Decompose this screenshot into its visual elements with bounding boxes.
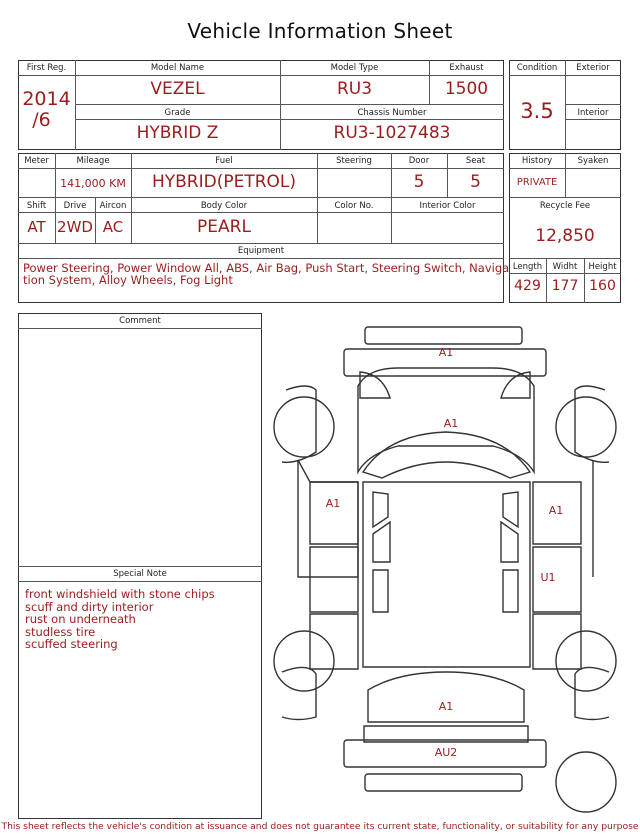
syaken-label: Syaken <box>577 156 609 166</box>
meter-label: Meter <box>24 156 49 166</box>
length-value: 429 <box>514 278 541 294</box>
shift-value: AT <box>27 218 46 236</box>
special-note-line: studless tire <box>25 624 96 639</box>
disclaimer-footer: This sheet reflects the vehicle's condition at issuance and does not guarantee its current state, functionality, or suitability for any purpose <box>1 821 639 832</box>
page-title: Vehicle Information Sheet <box>187 19 453 43</box>
model-type-value: RU3 <box>336 79 373 99</box>
exterior-label: Exterior <box>576 63 610 73</box>
width-label: Widht <box>552 262 578 272</box>
mileage-value: 141,000 KM <box>60 177 126 190</box>
door-value: 5 <box>413 172 425 192</box>
exhaust-label: Exhaust <box>449 63 484 73</box>
height-value: 160 <box>589 278 616 294</box>
drive-label: Drive <box>63 201 87 211</box>
mileage-label: Mileage <box>76 156 110 166</box>
mark-rear-hatch: A1 <box>438 700 454 713</box>
body-color-value: PEARL <box>197 217 251 237</box>
special-note-label: Special Note <box>113 569 167 579</box>
special-note-line: front windshield with stone chips <box>25 587 215 601</box>
mark-front-bumper: A1 <box>438 346 454 359</box>
interior-label: Interior <box>577 108 609 118</box>
condition-label: Condition <box>516 63 558 73</box>
door-label: Door <box>408 156 430 166</box>
comment-label: Comment <box>119 316 161 326</box>
special-note-list <box>25 588 215 651</box>
aircon-value: AC <box>102 218 124 236</box>
grade-value: HYBRID Z <box>136 123 219 143</box>
mark-right-rear-door: U1 <box>540 571 556 584</box>
history-value: PRIVATE <box>516 177 558 188</box>
chassis-value: RU3-1027483 <box>333 123 451 143</box>
equipment-line-2: tion System, Alloy Wheels, Fog Light <box>23 273 233 287</box>
recycle-label: Recycle Fee <box>539 201 591 211</box>
interior-color-label: Interior Color <box>419 201 476 211</box>
fuel-label: Fuel <box>215 156 233 166</box>
fuel-value: HYBRID(PETROL) <box>151 172 297 192</box>
condition-score: 3.5 <box>520 99 554 123</box>
model-type-label: Model Type <box>330 63 379 73</box>
mark-hood: A1 <box>443 417 459 430</box>
special-note-line: rust on underneath <box>25 612 136 626</box>
chassis-label: Chassis Number <box>357 108 427 118</box>
seat-label: Seat <box>465 156 486 166</box>
model-name-label: Model Name <box>150 63 205 73</box>
first-reg-year: 2014 <box>22 88 71 110</box>
height-label: Height <box>588 262 617 272</box>
first-reg-month: /6 <box>32 109 51 131</box>
body-color-label: Body Color <box>200 201 248 211</box>
mark-right-front-door: A1 <box>548 504 564 517</box>
width-value: 177 <box>551 278 579 294</box>
length-label: Length <box>512 262 543 272</box>
color-no-label: Color No. <box>334 201 374 211</box>
history-label: History <box>521 156 553 166</box>
grade-label: Grade <box>164 108 191 118</box>
equipment-line-1: Power Steering, Power Window All, ABS, Air Bag, Push Start, Steering Switch, Naviga <box>23 261 510 275</box>
drive-value: 2WD <box>57 218 93 236</box>
recycle-value: 12,850 <box>535 226 595 246</box>
equipment-label: Equipment <box>237 246 285 256</box>
first-reg-label: First Reg. <box>26 63 67 73</box>
model-name-value: VEZEL <box>150 79 205 99</box>
special-note-line: scuffed steering <box>25 637 118 651</box>
exhaust-value: 1500 <box>444 79 489 99</box>
aircon-label: Aircon <box>99 201 127 211</box>
seat-value: 5 <box>470 172 481 192</box>
shift-label: Shift <box>26 201 47 211</box>
mark-rear-bumper: AU2 <box>434 746 458 759</box>
steering-label: Steering <box>336 156 372 166</box>
special-note-line: scuff and dirty interior <box>25 599 154 614</box>
mark-left-front-door: A1 <box>325 497 341 510</box>
